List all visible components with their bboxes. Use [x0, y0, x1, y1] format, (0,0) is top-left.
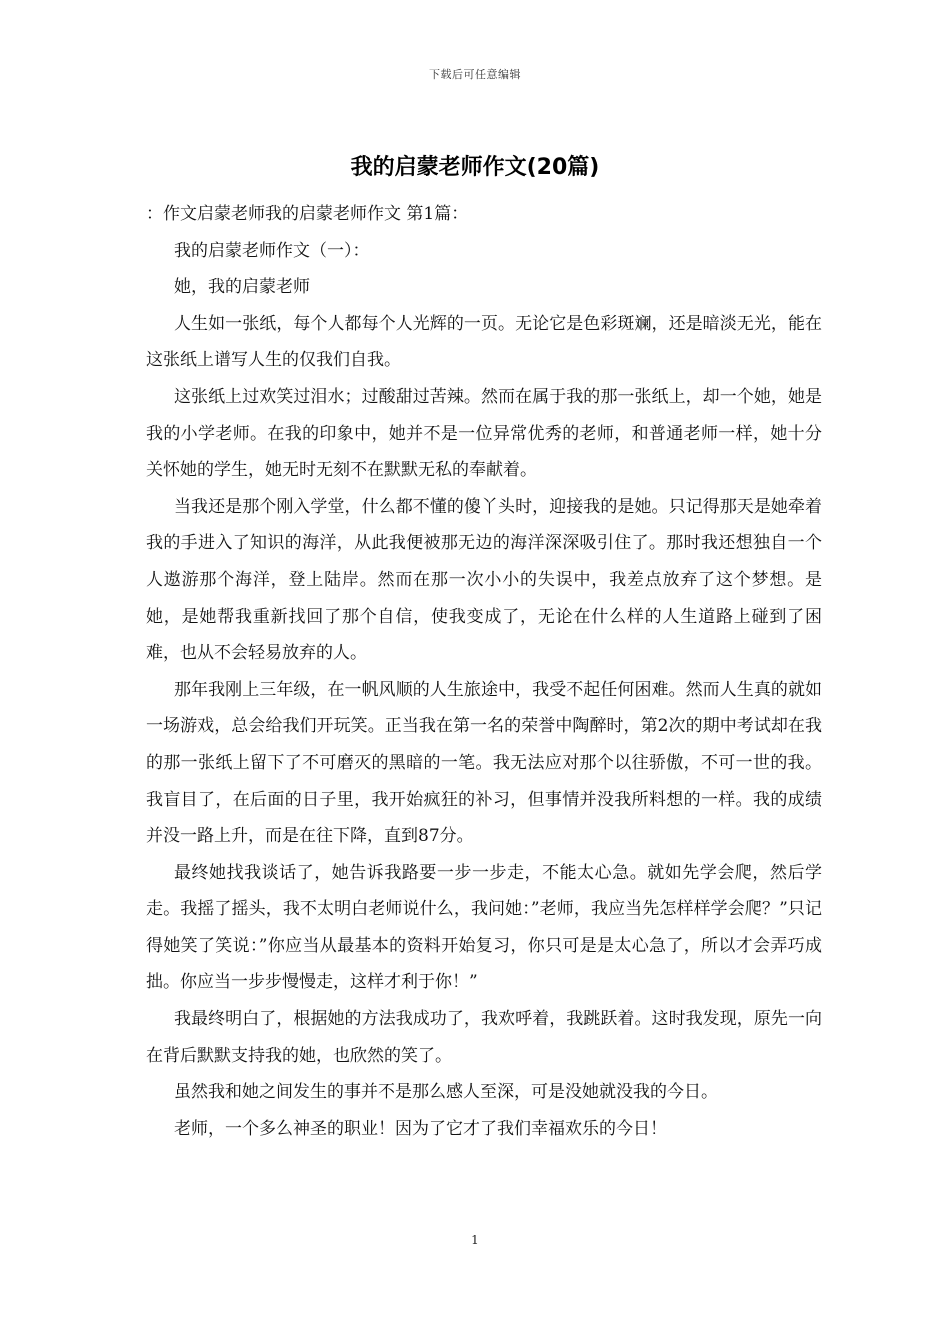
paragraph: 这张纸上过欢笑过泪水；过酸甜过苦辣。然而在属于我的那一张纸上，却一个她，她是我的小学老师。在我的印象中，她并不是一位异常优秀的老师，和普通老师一样，她十分关怀她的学生，她无时无刻不在默默无私的奉献着。 [146, 386, 822, 481]
header-note: 下载后可任意编辑 [429, 68, 521, 81]
section-heading: 我的启蒙老师作文（一）： [174, 240, 370, 261]
paragraph: 我最终明白了，根据她的方法我成功了，我欢呼着，我跳跃着。这时我发现，原先一向在背后默默支持我的她，也欣然的笑了。 [146, 1009, 822, 1066]
essay-subtitle: 她，我的启蒙老师 [174, 277, 310, 298]
paragraph: 最终她找我谈话了，她告诉我路要一步一步走，不能太心急。就如先学会爬，然后学走。我摇了摇头，我不太明白老师说什么，我问她：”老师，我应当先怎样样学会爬？”只记得她笑了笑说：”你应当从最基本的资料开始复习，你只可是是太心急了，所以才会弄巧成拙。你应当一步步慢慢走，这样才利于你！” [146, 862, 822, 993]
paragraph: 虽然我和她之间发生的事并不是那么感人至深，可是没她就没我的今日。 [174, 1082, 718, 1103]
paragraph: 人生如一张纸，每个人都每个人光辉的一页。无论它是色彩斑斓，还是暗淡无光，能在这张纸上谱写人生的仅我们自我。 [146, 313, 822, 371]
page-number: 1 [471, 1233, 479, 1247]
paragraph: 那年我刚上三年级，在一帆风顺的人生旅途中，我受不起任何困难。然而人生真的就如一场游戏，总会给我们开玩笑。正当我在第一名的荣誉中陶醉时，第2次的期中考试却在我的那一张纸上留下了不可磨灭的黑暗的一笔。我无法应对那个以往骄傲，不可一世的我。我盲目了，在后面的日子里，我开始疯狂的补习，但事情并没我所料想的一样。我的成绩并没一路上升，而是在往下降，直到87分。 [146, 679, 822, 847]
document-title: 我的启蒙老师作文(20篇) [350, 155, 600, 180]
paragraph: 老师，一个多么神圣的职业！因为了它才了我们幸福欢乐的今日！ [174, 1118, 667, 1139]
paragraph: 当我还是那个刚入学堂，什么都不懂的傻丫头时，迎接我的是她。只记得那天是她牵着我的手进入了知识的海洋，从此我便被那无边的海洋深深吸引住了。那时我还想独自一个人遨游那个海洋，登上陆岸。然而在那一次小小的失误中，我差点放弃了这个梦想。是她，是她帮我重新找回了那个自信，使我变成了，无论在什么样的人生道路上碰到了困难，也从不会轻易放弃的人。 [146, 496, 822, 664]
intro-line: ：作文启蒙老师我的启蒙老师作文 第1篇： [146, 204, 469, 224]
document-body [146, 196, 822, 1147]
